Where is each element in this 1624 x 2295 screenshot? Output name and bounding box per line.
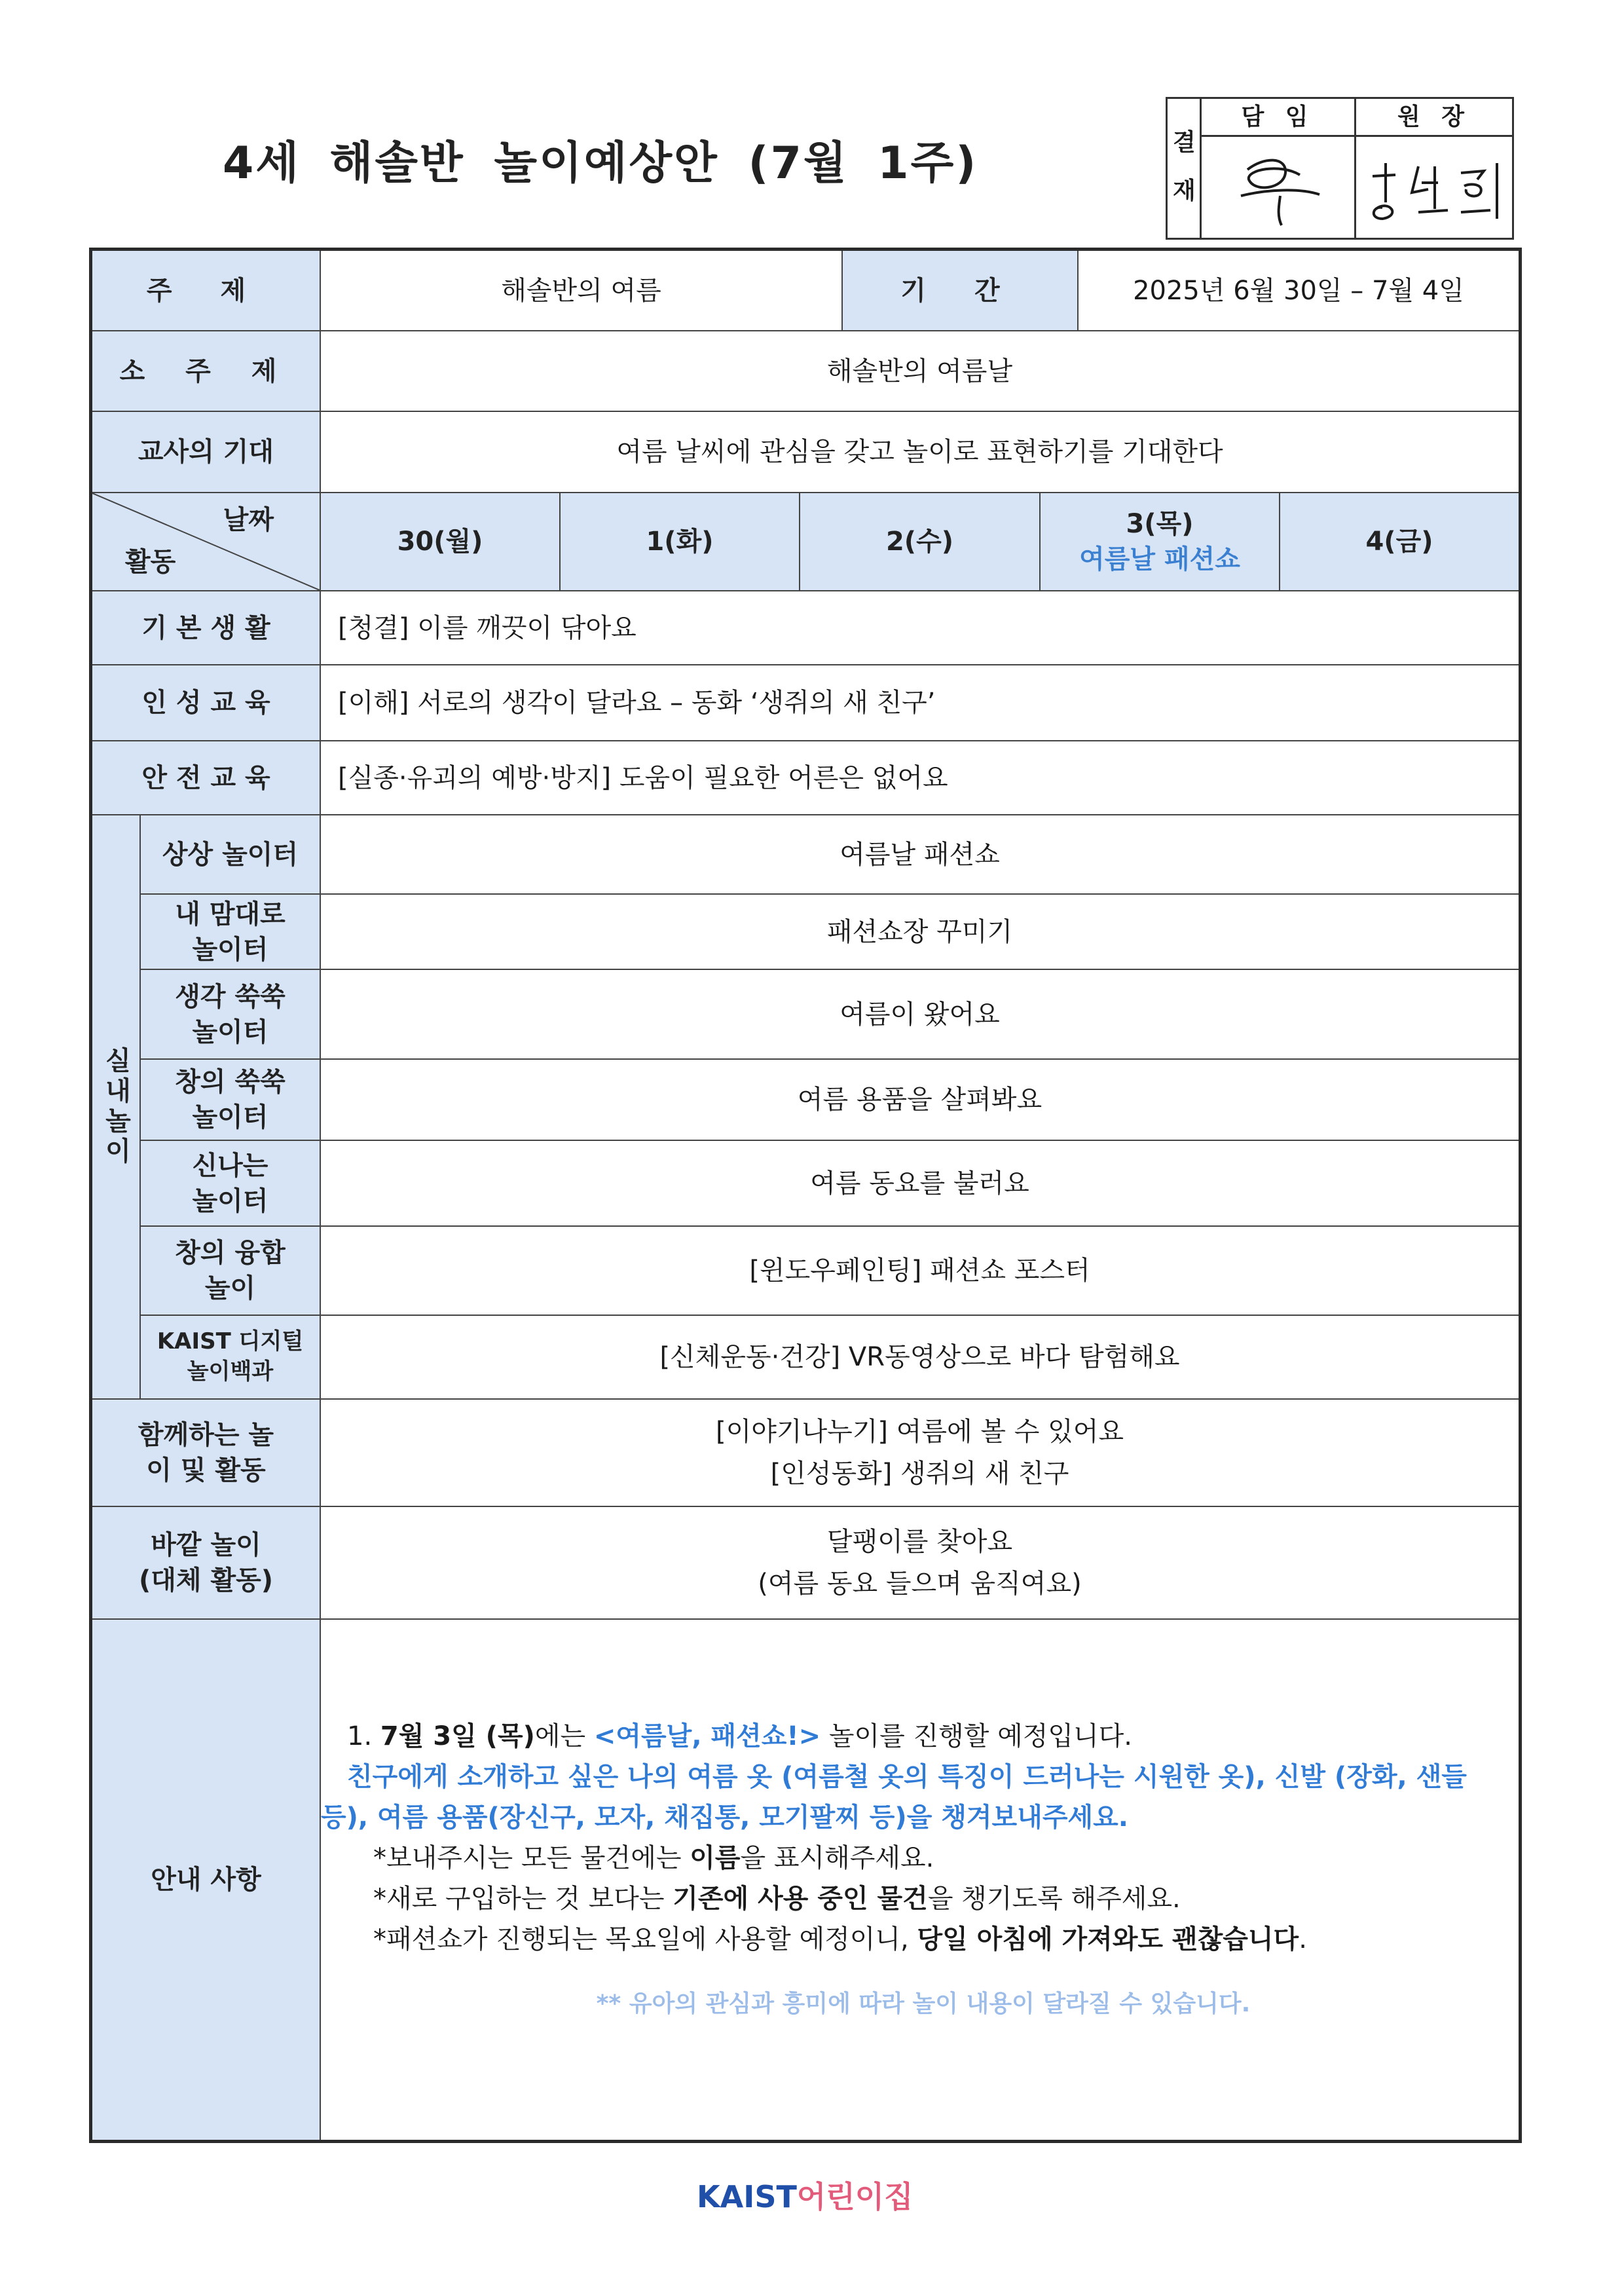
theme-label: 주 제	[92, 251, 321, 331]
indoor-value-creative: 여름 용품을 살펴봐요	[321, 1060, 1519, 1141]
outdoor-value-1: 달팽이를 찾아요	[826, 1527, 1013, 1557]
indoor-label-creative: 창의 쑥쑥 놀이터	[141, 1060, 321, 1141]
indoor-value-convergence: [윈도우페인팅] 패션쇼 포스터	[321, 1227, 1519, 1316]
notice-line-4-c: 을 챙기도록 해주세요.	[927, 1884, 1181, 1914]
approval-col-director: 원 장	[1356, 99, 1512, 137]
together-value	[321, 1400, 1519, 1507]
notice-line-1-number: 1.	[347, 1721, 380, 1751]
notice-line-3	[347, 1838, 1500, 1878]
together-label: 함께하는 놀이 및 활동	[92, 1400, 321, 1507]
approval-side-label	[1168, 99, 1202, 238]
approval-label-bottom: 재	[1173, 177, 1196, 204]
period-value: 2025년 6월 30일 – 7월 4일	[1079, 251, 1519, 331]
outdoor-value-2: (여름 동요 들으며 움직여요)	[758, 1569, 1082, 1599]
expect-label: 교사의 기대	[92, 412, 321, 493]
approval-box	[1166, 97, 1514, 240]
kaist-daycare-logo	[697, 2173, 913, 2216]
theme-value: 해솔반의 여름	[321, 251, 843, 331]
indoor-play-label: 실내놀이	[92, 815, 141, 1400]
safety-edu-value: [실종·유괴의 예방·방지] 도움이 필요한 어른은 없어요	[321, 741, 1519, 815]
teacher-signature	[1202, 137, 1356, 238]
indoor-value-digital: [신체운동·건강] VR동영상으로 바다 탐험해요	[321, 1316, 1519, 1400]
notice-line-4-a: *새로 구입하는 것 보다는	[373, 1884, 673, 1914]
notice-line-1-date: 7월 3일 (목)	[380, 1721, 535, 1751]
corner-activity-label: 활동	[125, 547, 176, 577]
logo-kaist: KAIST	[697, 2179, 797, 2214]
together-value-1: [이야기나누기] 여름에 볼 수 있어요	[715, 1417, 1124, 1447]
notice-line-5-c: .	[1299, 1924, 1307, 1954]
indoor-value-thinking: 여름이 왔어요	[321, 970, 1519, 1060]
director-signature	[1356, 137, 1512, 238]
document-title: 4세 해솔반 놀이예상안 (7월 1주)	[223, 138, 978, 189]
character-edu-label: 인 성 교 육	[92, 665, 321, 741]
notice-label: 안내 사항	[92, 1620, 321, 2140]
day-thu-label: 3(목)	[1126, 509, 1194, 539]
notice-line-5-b: 당일 아침에 가져와도 괜찮습니다	[917, 1924, 1299, 1954]
notice-line-2: 친구에게 소개하고 싶은 나의 여름 옷 (여름철 옷의 특징이 드러나는 시원한 옷), 신발 (장화, 샌들 등), 여름 용품(장신구, 모자, 채집통, 모기팔찌 등)을 챙겨보내주세요.	[321, 1762, 1467, 1833]
approval-label-top: 결	[1173, 129, 1196, 156]
indoor-value-imagination: 여름날 패션쇼	[321, 815, 1519, 895]
basic-life-label: 기 본 생 활	[92, 591, 321, 665]
together-value-2: [인성동화] 생쥐의 새 친구	[770, 1459, 1069, 1489]
indoor-value-fun: 여름 동요를 불러요	[321, 1141, 1519, 1227]
notice-content	[321, 1716, 1500, 2023]
indoor-label-thinking: 생각 쑥쑥 놀이터	[141, 970, 321, 1060]
notice-line-5	[347, 1919, 1500, 1960]
outdoor-value	[321, 1507, 1519, 1620]
day-wed: 2(수)	[800, 493, 1041, 591]
outdoor-label: 바깥 놀이 (대체 활동)	[92, 1507, 321, 1620]
expect-value: 여름 날씨에 관심을 갖고 놀이로 표현하기를 기대한다	[321, 412, 1519, 493]
indoor-label-fun: 신나는 놀이터	[141, 1141, 321, 1227]
notice-line-1	[347, 1716, 1500, 1757]
notice-line-3-a: *보내주시는 모든 물건에는	[373, 1843, 690, 1873]
notice-line-4	[347, 1878, 1500, 1919]
period-label: 기 간	[843, 251, 1079, 331]
safety-edu-label: 안 전 교 육	[92, 741, 321, 815]
day-activity-corner	[92, 493, 321, 591]
logo-daycare: 어린이집	[796, 2179, 913, 2214]
notice-line-4-b: 기존에 사용 중인 물건	[673, 1884, 928, 1914]
basic-life-value: [청결] 이를 깨끗이 닦아요	[321, 591, 1519, 665]
indoor-value-free: 패션쇼장 꾸미기	[321, 895, 1519, 970]
notice-line-1-rest: 놀이를 진행할 예정입니다.	[821, 1721, 1133, 1751]
notice-line-3-b: 이름	[690, 1843, 741, 1873]
corner-date-label: 날짜	[223, 505, 274, 535]
day-thu	[1041, 493, 1280, 591]
day-tue: 1(화)	[561, 493, 800, 591]
day-fri: 4(금)	[1280, 493, 1519, 591]
indoor-label-convergence: 창의 융합 놀이	[141, 1227, 321, 1316]
character-edu-value: [이해] 서로의 생각이 달라요 – 동화 ‘생쥐의 새 친구’	[321, 665, 1519, 741]
approval-col-teacher: 담 임	[1202, 99, 1356, 137]
indoor-label-imagination: 상상 놀이터	[141, 815, 321, 895]
subtheme-label: 소 주 제	[92, 331, 321, 412]
subtheme-value: 해솔반의 여름날	[321, 331, 1519, 412]
notice-line-5-a: *패션쇼가 진행되는 목요일에 사용할 예정이니,	[373, 1924, 917, 1954]
notice-line-1-event: <여름날, 패션쇼!>	[593, 1721, 821, 1751]
notice-line-1-text: 에는	[534, 1721, 594, 1751]
indoor-label-digital: KAIST 디지털 놀이백과	[141, 1316, 321, 1400]
day-thu-event: 여름날 패션쇼	[1079, 544, 1240, 574]
notice-footnote: ** 유아의 관심과 흥미에 따라 놀이 내용이 달라질 수 있습니다.	[596, 1990, 1251, 2017]
indoor-label-free: 내 맘대로 놀이터	[141, 895, 321, 970]
notice-line-3-c: 을 표시해주세요.	[740, 1843, 934, 1873]
day-mon: 30(월)	[321, 493, 561, 591]
